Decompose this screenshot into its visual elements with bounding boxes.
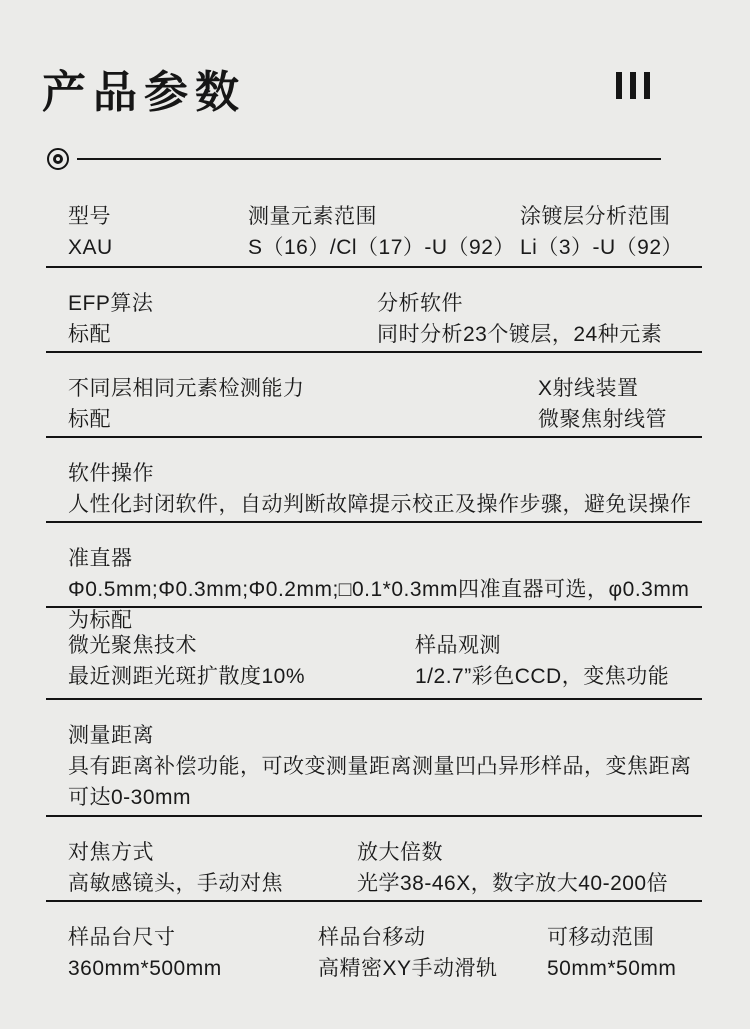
- spec-cell: [520, 201, 683, 263]
- spec-label: 准直器: [68, 547, 133, 570]
- spec-value: 高精密XY手动滑轨: [318, 957, 498, 980]
- spec-value: 人性化封闭软件，自动判断故障提示校正及操作步骤，避免误操作: [68, 493, 692, 516]
- table-row: [46, 608, 702, 700]
- spec-value: 光学38-46X，数字放大40-200倍: [357, 872, 669, 895]
- spec-cell: [318, 922, 498, 984]
- spec-cell: [547, 922, 676, 984]
- table-row: [46, 902, 702, 1029]
- bullseye-icon: [47, 148, 69, 170]
- spec-cell: [248, 201, 515, 263]
- table-row: [46, 353, 702, 438]
- spec-value: 微聚焦射线管: [538, 408, 667, 431]
- spec-cell: [538, 373, 667, 435]
- spec-value: XAU: [68, 236, 113, 259]
- page-title: 产品参数: [42, 68, 246, 117]
- bar-icon: [644, 72, 650, 99]
- spec-cell: [68, 373, 305, 435]
- spec-label: 软件操作: [68, 462, 154, 485]
- spec-value: S（16）/Cl（17）-U（92）: [248, 236, 515, 259]
- spec-label: 分析软件: [377, 292, 463, 315]
- spec-cell: [68, 288, 153, 350]
- table-row: [46, 817, 702, 902]
- spec-value: 标配: [68, 408, 111, 431]
- spec-value: 360mm*500mm: [68, 957, 222, 980]
- spec-value: 标配: [68, 323, 111, 346]
- spec-label: 不同层相同元素检测能力: [68, 377, 305, 400]
- spec-label: 样品观测: [415, 634, 501, 657]
- spec-cell: [68, 837, 283, 899]
- spec-cell: [357, 837, 668, 899]
- spec-label: 样品台尺寸: [68, 926, 176, 949]
- spec-label: X射线装置: [538, 377, 639, 400]
- spec-value: 50mm*50mm: [547, 957, 677, 980]
- bar-icon: [630, 72, 636, 99]
- spec-value: 高敏感镜头，手动对焦: [68, 872, 283, 895]
- spec-label: EFP算法: [68, 292, 154, 315]
- spec-label: 样品台移动: [318, 926, 426, 949]
- header-divider: [77, 158, 661, 160]
- spec-table: [46, 186, 702, 1029]
- spec-label: 测量距离: [68, 724, 154, 747]
- spec-cell: [68, 922, 222, 984]
- spec-value: 具有距离补偿功能，可改变测量距离测量凹凸异形样品，变焦距离可达0-30mm: [68, 755, 692, 809]
- spec-cell: [68, 720, 702, 813]
- spec-value: Li（3）-U（92）: [520, 236, 684, 259]
- spec-cell: [68, 458, 702, 520]
- bullseye-inner-circle: [53, 154, 63, 164]
- table-row: [46, 523, 702, 632]
- spec-label: 放大倍数: [357, 841, 443, 864]
- spec-label: 微光聚焦技术: [68, 634, 197, 657]
- spec-label: 涂镀层分析范围: [520, 205, 671, 228]
- table-row: [46, 438, 702, 523]
- spec-label: 对焦方式: [68, 841, 154, 864]
- spec-label: 可移动范围: [547, 926, 655, 949]
- three-bars-icon: [616, 72, 650, 99]
- spec-value: 1/2.7”彩色CCD，变焦功能: [415, 665, 670, 688]
- table-row: [46, 268, 702, 353]
- table-row: [46, 186, 702, 268]
- spec-cell: [377, 288, 662, 350]
- spec-value: 同时分析23个镀层，24种元素: [377, 323, 663, 346]
- spec-label: 测量元素范围: [248, 205, 377, 228]
- spec-cell: [68, 201, 113, 263]
- table-row: [46, 700, 702, 817]
- spec-value: Φ0.5mm;Φ0.3mm;Φ0.2mm;□0.1*0.3mm四准直器可选，φ0.3mm为标配: [68, 578, 690, 632]
- spec-cell: [68, 630, 305, 692]
- bar-icon: [616, 72, 622, 99]
- spec-value: 最近测距光斑扩散度10%: [68, 665, 306, 688]
- spec-label: 型号: [68, 205, 111, 228]
- spec-cell: [415, 630, 669, 692]
